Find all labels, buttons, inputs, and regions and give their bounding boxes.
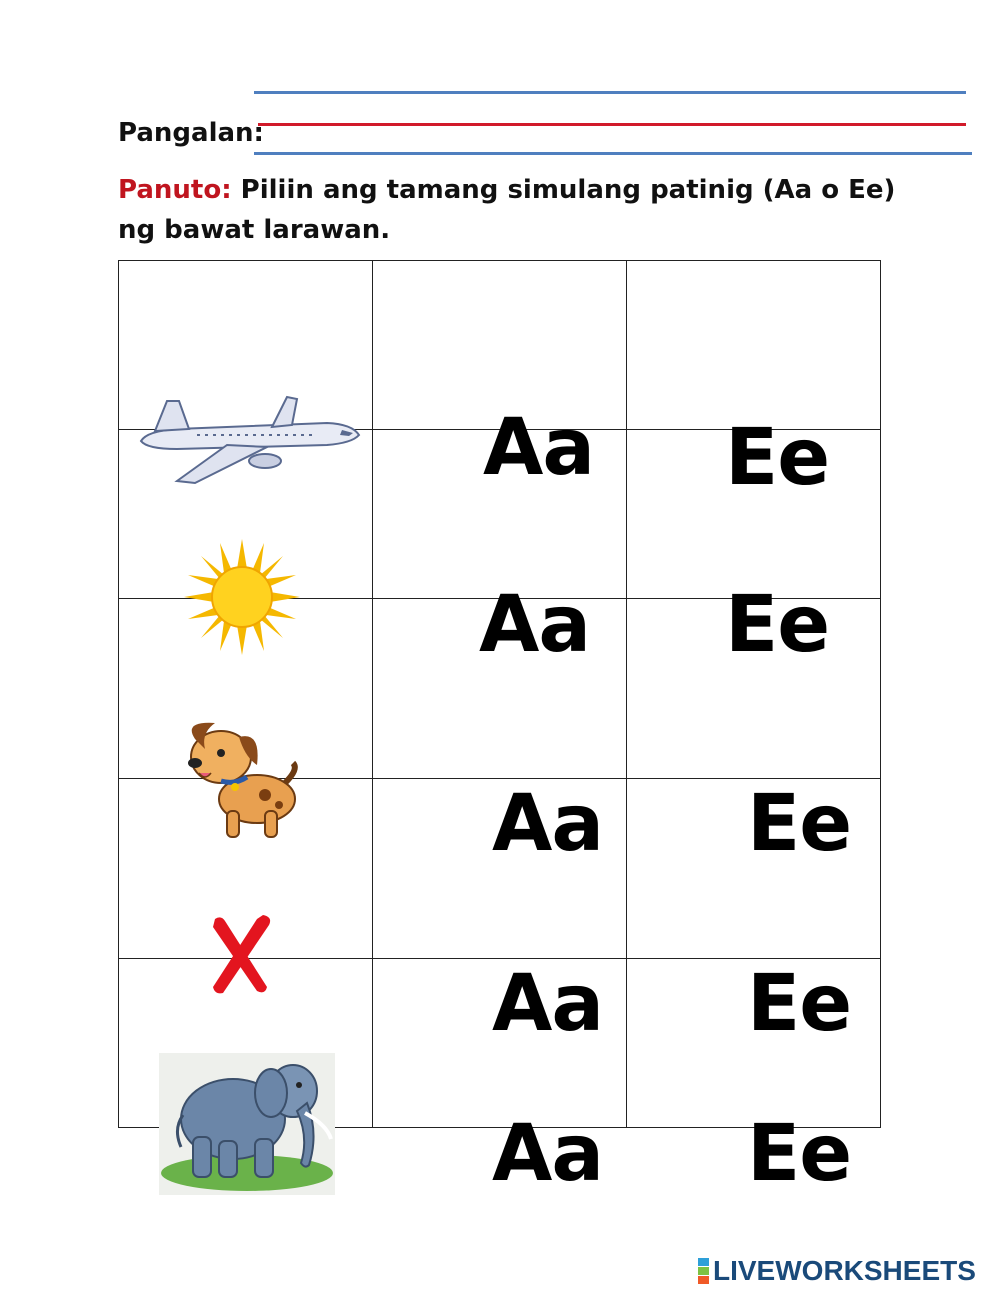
option-a-cell[interactable] — [373, 430, 627, 670]
option-e-cell[interactable] — [627, 779, 881, 1049]
picture-cell — [119, 779, 373, 959]
option-a-cell[interactable] — [373, 261, 627, 493]
picture-cell — [119, 599, 373, 779]
option-a[interactable]: Aa — [492, 1109, 604, 1199]
table-row — [119, 779, 881, 959]
option-e[interactable]: Ee — [725, 413, 830, 503]
table-row — [119, 599, 881, 779]
picture-cell — [119, 959, 373, 1128]
option-e-cell[interactable] — [627, 261, 881, 503]
option-a[interactable]: Aa — [483, 403, 595, 493]
option-e-cell[interactable] — [627, 959, 881, 1199]
table-row — [119, 959, 881, 1128]
option-a-cell[interactable] — [373, 959, 627, 1199]
answer-table — [118, 260, 881, 1199]
option-e-cell[interactable] — [627, 430, 881, 670]
table-row — [119, 261, 881, 430]
option-a-cell[interactable] — [373, 599, 627, 869]
option-e[interactable]: Ee — [747, 778, 852, 869]
option-e[interactable]: Ee — [747, 1109, 852, 1199]
logo-text: LIVEWORKSHEETS — [713, 1255, 976, 1286]
table-row — [119, 430, 881, 599]
option-a[interactable]: Aa — [492, 778, 604, 869]
name-line-top-blue — [254, 91, 966, 94]
option-a-cell[interactable] — [373, 779, 627, 1049]
option-e-cell[interactable] — [627, 599, 881, 869]
option-a[interactable]: Aa — [479, 580, 591, 670]
instruction-text: Piliin ang tamang simulang patinig (Aa o Ee) ng bawat larawan. — [118, 175, 896, 245]
option-e[interactable]: Ee — [747, 958, 852, 1049]
picture-cell — [119, 261, 373, 430]
picture-cell — [119, 430, 373, 599]
name-line-red — [258, 123, 966, 126]
instructions — [118, 170, 918, 250]
option-a[interactable]: Aa — [492, 958, 604, 1049]
elephant-icon — [159, 1053, 335, 1195]
option-e[interactable]: Ee — [725, 580, 830, 670]
name-label: Pangalan: — [118, 118, 264, 148]
logo-blocks-icon — [698, 1258, 709, 1284]
liveworksheets-logo — [698, 1255, 976, 1287]
name-line-bottom-blue — [254, 152, 972, 155]
instruction-label: Panuto: — [118, 175, 232, 205]
